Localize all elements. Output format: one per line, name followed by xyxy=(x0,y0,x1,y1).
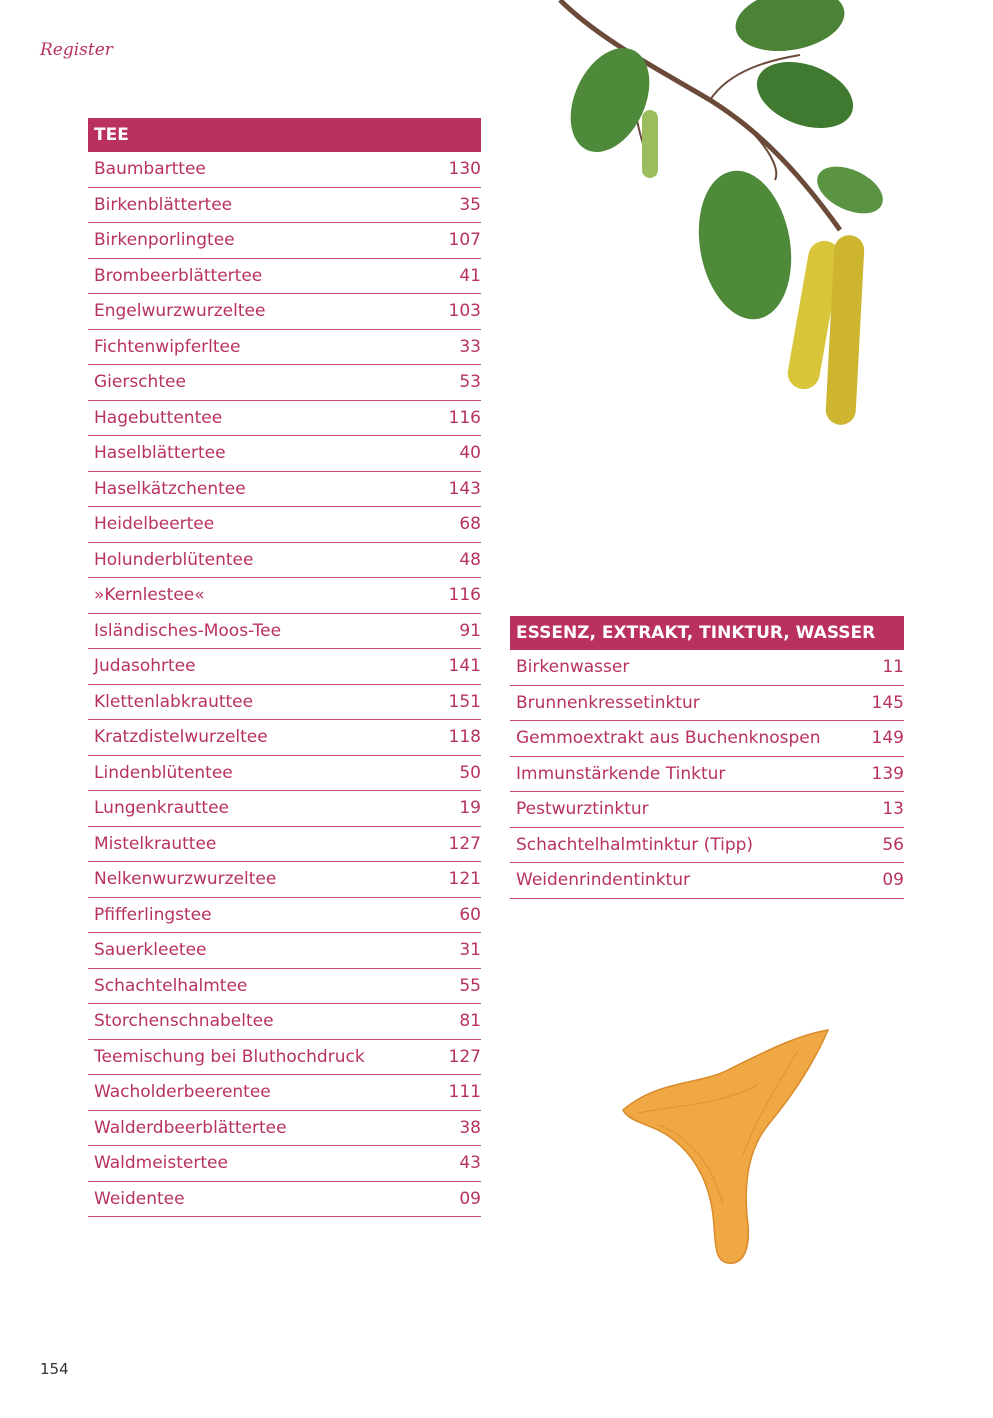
entry-name: Brunnenkressetinktur xyxy=(516,692,700,713)
entry-page-number: 145 xyxy=(871,692,904,713)
entry-name: Weidenrindentinktur xyxy=(516,870,690,891)
table-row xyxy=(88,756,481,792)
table-row xyxy=(88,294,481,330)
entry-name: Mistelkrauttee xyxy=(94,833,217,854)
entry-page-number: 53 xyxy=(459,372,481,393)
entry-page-number: 111 xyxy=(448,1082,481,1103)
entry-name: »Kernlestee« xyxy=(94,585,205,606)
entry-page-number: 121 xyxy=(448,869,481,890)
entry-page-number: 41 xyxy=(459,265,481,286)
entry-page-number: 11 xyxy=(882,657,904,678)
table-row xyxy=(88,791,481,827)
entry-page-number: 38 xyxy=(459,1117,481,1138)
table-row xyxy=(88,330,481,366)
entry-name: Engelwurzwurzeltee xyxy=(94,301,266,322)
entry-page-number: 40 xyxy=(459,443,481,464)
running-head: Register xyxy=(40,40,113,60)
entry-name: Baumbarttee xyxy=(94,159,206,180)
entry-page-number: 48 xyxy=(459,549,481,570)
entry-page-number: 143 xyxy=(448,478,481,499)
entry-page-number: 81 xyxy=(459,1011,481,1032)
essenz-table xyxy=(510,616,904,899)
entry-page-number: 116 xyxy=(448,407,481,428)
entry-name: Sauerkleetee xyxy=(94,940,207,961)
table-row xyxy=(88,720,481,756)
entry-name: Weidentee xyxy=(94,1188,185,1209)
table-row xyxy=(88,152,481,188)
chanterelle-mushroom-illustration xyxy=(618,1025,833,1270)
entry-page-number: 13 xyxy=(882,799,904,820)
table-row xyxy=(88,614,481,650)
entry-page-number: 130 xyxy=(448,159,481,180)
table-row xyxy=(88,1182,481,1218)
entry-name: Gemmoextrakt aus Buchenknospen xyxy=(516,728,821,749)
entry-page-number: 116 xyxy=(448,585,481,606)
table-row xyxy=(88,685,481,721)
entry-page-number: 33 xyxy=(459,336,481,357)
entry-page-number: 55 xyxy=(459,975,481,996)
entry-page-number: 91 xyxy=(459,620,481,641)
birch-branch-illustration xyxy=(540,0,900,440)
entry-name: Pestwurztinktur xyxy=(516,799,649,820)
table-row xyxy=(88,1004,481,1040)
entry-name: Birkenblättertee xyxy=(94,194,233,215)
entry-name: Wacholderbeerentee xyxy=(94,1082,271,1103)
tee-table-header: TEE xyxy=(88,118,481,152)
entry-page-number: 127 xyxy=(448,833,481,854)
entry-name: Walderdbeerblättertee xyxy=(94,1117,287,1138)
essenz-rows xyxy=(510,650,904,899)
entry-page-number: 118 xyxy=(448,727,481,748)
entry-page-number: 19 xyxy=(459,798,481,819)
table-row xyxy=(510,828,904,864)
entry-page-number: 141 xyxy=(448,656,481,677)
entry-name: Haselkätzchentee xyxy=(94,478,246,499)
table-row xyxy=(88,259,481,295)
entry-page-number: 09 xyxy=(882,870,904,891)
entry-name: Schachtelhalmtinktur (Tipp) xyxy=(516,834,754,855)
table-row xyxy=(88,401,481,437)
entry-name: Birkenporlingtee xyxy=(94,230,235,251)
entry-name: Lindenblütentee xyxy=(94,762,233,783)
entry-page-number: 35 xyxy=(459,194,481,215)
entry-page-number: 56 xyxy=(882,834,904,855)
entry-page-number: 09 xyxy=(459,1188,481,1209)
entry-page-number: 50 xyxy=(459,762,481,783)
table-row xyxy=(510,863,904,899)
entry-page-number: 43 xyxy=(459,1153,481,1174)
table-row xyxy=(510,757,904,793)
table-row xyxy=(88,543,481,579)
entry-page-number: 60 xyxy=(459,904,481,925)
entry-page-number: 151 xyxy=(448,691,481,712)
entry-page-number: 31 xyxy=(459,940,481,961)
entry-name: Klettenlabkrauttee xyxy=(94,691,254,712)
table-row xyxy=(88,933,481,969)
table-row xyxy=(88,472,481,508)
table-row xyxy=(88,223,481,259)
entry-name: Isländisches-Moos-Tee xyxy=(94,620,282,641)
entry-name: Heidelbeertee xyxy=(94,514,215,535)
entry-name: Immunstärkende Tinktur xyxy=(516,763,726,784)
table-row xyxy=(88,1040,481,1076)
entry-name: Holunderblütentee xyxy=(94,549,254,570)
table-row xyxy=(88,436,481,472)
entry-page-number: 149 xyxy=(871,728,904,749)
entry-name: Fichtenwipferltee xyxy=(94,336,241,357)
entry-name: Storchenschnabeltee xyxy=(94,1011,274,1032)
entry-page-number: 103 xyxy=(448,301,481,322)
entry-page-number: 127 xyxy=(448,1046,481,1067)
essenz-table-header: ESSENZ, EXTRAKT, TINKTUR, WASSER xyxy=(510,616,904,650)
table-row xyxy=(510,686,904,722)
table-row xyxy=(88,862,481,898)
entry-page-number: 139 xyxy=(871,763,904,784)
table-row xyxy=(88,827,481,863)
table-row xyxy=(510,721,904,757)
table-row xyxy=(88,1111,481,1147)
entry-page-number: 68 xyxy=(459,514,481,535)
tee-table xyxy=(88,118,481,1217)
entry-name: Birkenwasser xyxy=(516,657,630,678)
table-row xyxy=(88,898,481,934)
entry-name: Kratzdistelwurzeltee xyxy=(94,727,268,748)
entry-name: Pfifferlingstee xyxy=(94,904,212,925)
entry-name: Waldmeistertee xyxy=(94,1153,228,1174)
entry-name: Schachtelhalmtee xyxy=(94,975,248,996)
entry-name: Brombeerblättertee xyxy=(94,265,263,286)
entry-name: Hagebuttentee xyxy=(94,407,223,428)
page-number: 154 xyxy=(40,1360,69,1378)
tee-rows xyxy=(88,152,481,1217)
table-row xyxy=(88,365,481,401)
entry-name: Gierschtee xyxy=(94,372,186,393)
table-row xyxy=(88,1146,481,1182)
table-row xyxy=(88,578,481,614)
table-row xyxy=(88,1075,481,1111)
entry-name: Teemischung bei Bluthochdruck xyxy=(94,1046,365,1067)
table-row xyxy=(510,650,904,686)
entry-name: Judasohrtee xyxy=(94,656,196,677)
table-row xyxy=(88,649,481,685)
entry-name: Lungenkrauttee xyxy=(94,798,230,819)
entry-page-number: 107 xyxy=(448,230,481,251)
entry-name: Nelkenwurzwurzeltee xyxy=(94,869,277,890)
entry-name: Haselblättertee xyxy=(94,443,226,464)
table-row xyxy=(88,188,481,224)
table-row xyxy=(510,792,904,828)
table-row xyxy=(88,969,481,1005)
table-row xyxy=(88,507,481,543)
